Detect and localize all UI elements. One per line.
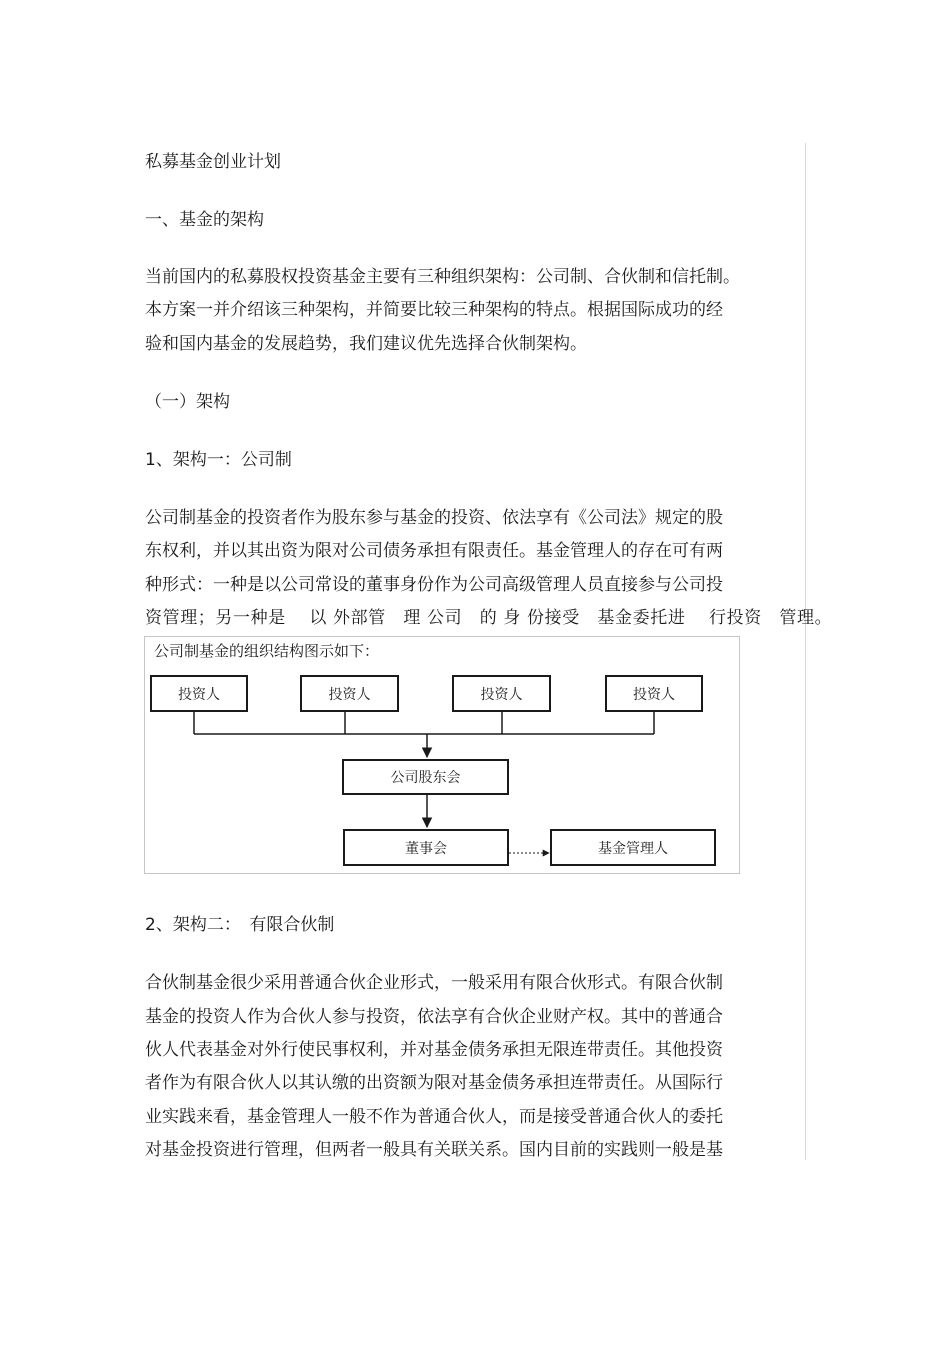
structure2-line-5: 业实践来看，基金管理人一般不作为普通合伙人，而是接受普通合伙人的委托 [145, 1107, 723, 1127]
structure2-line-6: 对基金投资进行管理，但两者一般具有关联关系。国内目前的实践则一般是基 [145, 1140, 723, 1160]
board-node: 董事会 [343, 829, 509, 866]
section-heading-fund-structure: 一、基金的架构 [145, 210, 264, 230]
org-chart-diagram [144, 636, 740, 874]
structure1-line-3: 种形式：一种是以公司常设的董事身份作为公司高级管理人员直接参与公司投 [145, 575, 723, 595]
investor-node-3: 投资人 [452, 675, 551, 712]
structure2-line-1: 合伙制基金很少采用普通合伙企业形式，一般采用有限合伙形式。有限合伙制 [145, 973, 723, 993]
structure2-line-3: 伙人代表基金对外行使民事权利，并对基金债务承担无限连带责任。其他投资 [145, 1040, 723, 1060]
page-right-border [805, 143, 806, 1160]
structure1-line-2: 东权利，并以其出资为限对公司债务承担有限责任。基金管理人的存在可有两 [145, 541, 723, 561]
investor-node-2: 投资人 [300, 675, 399, 712]
structure1-heading: 1、架构一：公司制 [145, 450, 292, 470]
structure1-line-4: 资管理；另一种是 以 外部管 理 公司 的 身 份接受 基金委托进 行投资 管理。 [145, 608, 833, 628]
investor-node-4: 投资人 [605, 675, 703, 712]
structure2-line-4: 者作为有限合伙人以其认缴的出资额为限对基金债务承担连带责任。从国际行 [145, 1073, 723, 1093]
structure2-line-2: 基金的投资人作为合伙人参与投资，依法享有合伙企业财产权。其中的普通合 [145, 1007, 723, 1027]
intro-line-3: 验和国内基金的发展趋势，我们建议优先选择合伙制架构。 [145, 334, 587, 354]
structure2-heading: 2、架构二： 有限合伙制 [145, 915, 335, 935]
structure1-line-1: 公司制基金的投资者作为股东参与基金的投资、依法享有《公司法》规定的股 [145, 508, 723, 528]
diagram-title: 公司制基金的组织结构图示如下： [154, 642, 380, 660]
subsection-heading: （一）架构 [145, 392, 230, 412]
fund-manager-node: 基金管理人 [550, 829, 716, 866]
shareholders-meeting-node: 公司股东会 [342, 759, 509, 795]
intro-line-1: 当前国内的私募股权投资基金主要有三种组织架构：公司制、合伙制和信托制。 [145, 267, 740, 287]
document-title: 私募基金创业计划 [145, 152, 281, 172]
intro-line-2: 本方案一并介绍该三种架构，并简要比较三种架构的特点。根据国际成功的经 [145, 300, 723, 320]
investor-node-1: 投资人 [150, 675, 248, 712]
